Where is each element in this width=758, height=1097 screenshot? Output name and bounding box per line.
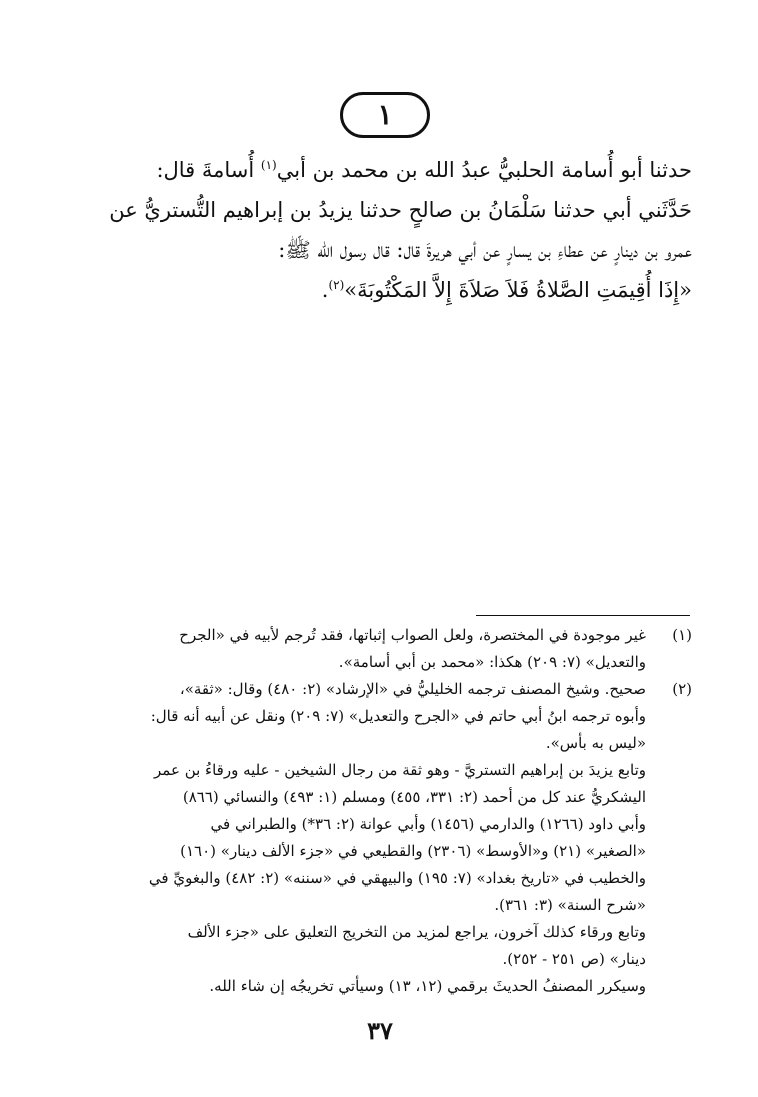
- footnote-line: صحيح. وشيخ المصنف ترجمه الخليليُّ في «الإرشاد» (٢: ٤٨٠) وقال: «ثقة»،: [179, 680, 646, 698]
- footnote-2: [80, 676, 692, 1000]
- hadith-number: ١: [377, 98, 393, 131]
- footnote-line: وتابع ورقاء كذلك آخرون، يراجع لمزيد من التخريج التعليق على «جزء الألف: [187, 923, 646, 941]
- hadith-text: [62, 150, 692, 310]
- footnote-line: «الصغير» (٢١) و«الأوسط» (٢٣٠٦) والقطيعي في «جزء الألف دينار» (١٦٠): [180, 842, 646, 860]
- footnote-line: غير موجودة في المختصرة، ولعل الصواب إثباتها، فقد تُرجم لأبيه في «الجرح: [179, 626, 646, 644]
- hadith-line-2: حَدَّثَني أبي حدثنا سَلْمَانُ بن صالحٍ حدثنا يزيدُ بن إبراهيم التُّستريُّ عن: [109, 198, 692, 222]
- footnote-1: [80, 622, 692, 676]
- footnote-line: وأبوه ترجمه ابنُ أبي حاتم في «الجرح والتعديل» (٧: ٢٠٩) ونقل عن أبيه أنه قال:: [150, 707, 646, 725]
- footnote-ref-1[interactable]: (١): [260, 158, 277, 172]
- footnote-line: والخطيب في «تاريخ بغداد» (٧: ١٩٥) والبيهقي في «سننه» (٢: ٤٨٢) والبغويِّ في: [148, 869, 646, 887]
- footnote-body: [80, 676, 646, 1000]
- footnote-line: «ليس به بأس».: [545, 734, 646, 752]
- footnote-divider: [476, 615, 690, 616]
- footnote-line: اليشكريُّ عند كل من أحمد (٢: ٣٣١، ٤٥٥) ومسلم (١: ٤٩٣) والنسائي (٨٦٦): [182, 788, 646, 806]
- footnote-line: وأبي داود (١٢٦٦) والدارمي (١٤٥٦) وأبي عوانة (٢: ٣٦*) والطبراني في: [210, 815, 646, 833]
- hadith-line-4: «إِذَا أُقِيمَتِ الصَّلاةُ فَلاَ صَلاَةَ إِلاَّ المَكْتُوبَةَ»$^{(٢)}$.: [321, 278, 692, 302]
- footnote-body: [80, 622, 646, 676]
- hadith-line-1: حدثنا أبو أُسامة الحلبيُّ عبدُ الله بن محمد بن أبي$^{(١)}$ أُسامةَ قال:: [156, 158, 692, 182]
- footnote-line: وسيكرر المصنفُ الحديثَ برقمي (١٢، ١٣) وسيأتي تخريجُه إن شاء الله.: [209, 977, 646, 995]
- footnote-line: والتعديل» (٧: ٢٠٩) هكذا: «محمد بن أبي أسامة».: [338, 653, 646, 671]
- footnotes: [80, 622, 692, 1000]
- footnote-line: «شرح السنة» (٣: ٣٦١).: [494, 896, 646, 914]
- footnote-line: دينار» (ص ٢٥١ - ٢٥٢).: [502, 950, 646, 968]
- hadith-number-badge: [340, 92, 430, 138]
- footnote-ref-2[interactable]: (٢): [328, 278, 345, 292]
- footnote-line: وتابع يزيدَ بن إبراهيم التستريَّ - وهو ثقة من رجال الشيخين - عليه ورقاءُ بن عمر: [154, 761, 646, 779]
- footnote-number: (٢): [672, 680, 692, 698]
- page-number: ٣٧: [367, 1016, 393, 1045]
- hadith-line-3: عمرو بن دينارٍ عن عطاءِ بن يسارٍ عن أبي هريرةَ قال: قال رسول الله ﷺ:: [278, 238, 692, 262]
- footnote-number: (١): [672, 626, 692, 644]
